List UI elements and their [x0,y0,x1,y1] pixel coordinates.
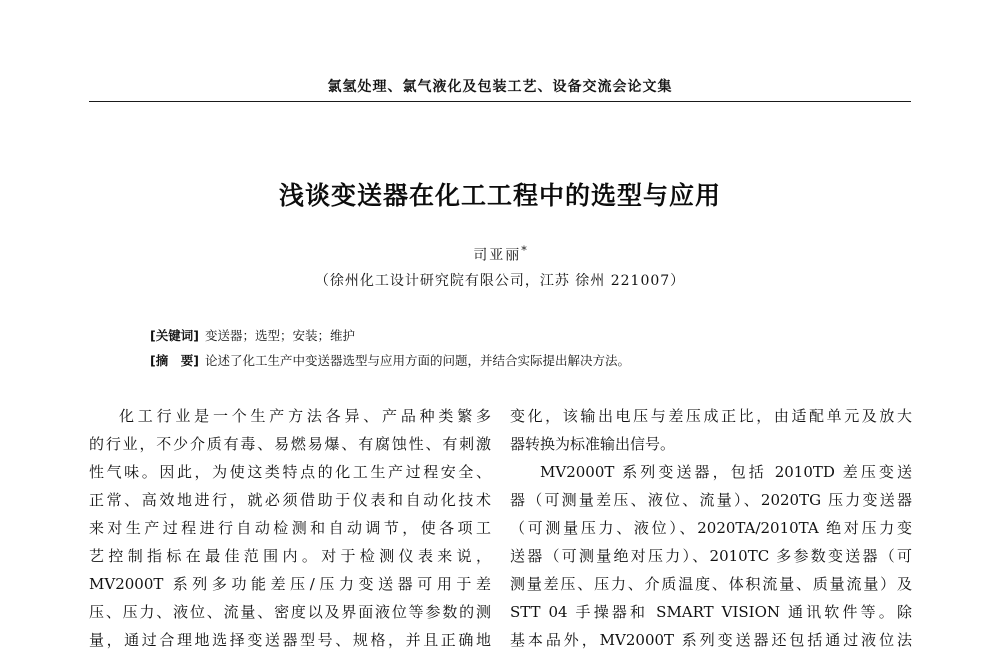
body-line: 压、压力、液位、流量、密度以及界面液位等参数的测 [89,603,491,621]
body-line: 器（可测量差压、液位、流量）、2020TG 压力变送器 [510,491,912,509]
abstract [150,351,910,369]
body-line: 基本品外，MV2000T 系列变送器还包括通过液位法 [510,631,912,649]
body-line: 艺控制指标在最佳范围内。对于检测仪表来说， [89,547,491,565]
keywords-text: 变送器；选型；安装；维护 [204,328,355,343]
keywords [150,326,910,344]
body-line: 测量差压、压力、介质温度、体积流量、质量流量）及 [510,575,912,593]
body-line: 来对生产过程进行自动检测和自动调节，使各项工 [89,519,491,537]
keywords-label: [关键词] [150,328,199,343]
body-line: STT 04 手操器和 SMART VISION 通讯软件等。除 [510,603,912,621]
body-column-left [89,402,491,654]
body-line: 送器（可测量绝对压力）、2010TC 多参数变送器（可 [510,547,912,565]
body-line: 的行业，不少介质有毒、易燃易爆、有腐蚀性、有刺激 [89,435,491,453]
body-column-right [510,402,912,654]
author-footnote-mark: * [521,244,527,257]
body-line: 量，通过合理地选择变送器型号、规格，并且正确地 [89,631,491,649]
abstract-label: [摘 要] [150,353,199,368]
abstract-text: 论述了化工生产中变送器选型与应用方面的问题，并结合实际提出解决方法。 [204,353,630,368]
body-line: （可测量压力、液位）、2020TA/2010TA 绝对压力变 [510,519,912,537]
running-header: 氯氢处理、氯气液化及包装工艺、设备交流会论文集 [327,79,673,95]
paper-title: 浅谈变送器在化工工程中的选型与应用 [278,181,721,210]
affiliation: （徐州化工设计研究院有限公司，江苏 徐州 221007） [314,273,686,289]
header-rule [89,101,911,102]
body-line: 器转换为标准输出信号。 [510,435,676,453]
body-line: MV2000T 系列变送器，包括 2010TD 差压变送 [540,463,912,481]
body-line: 变化，该输出电压与差压成正比，由适配单元及放大 [510,407,912,425]
body-line: MV2000T 系列多功能差压/压力变送器可用于差 [89,575,491,593]
body-line: 化工行业是一个生产方法各异、产品种类繁多 [119,407,491,425]
author [0,244,1000,265]
body-line: 性气味。因此，为使这类特点的化工生产过程安全、 [89,463,491,481]
author-name: 司亚丽 [473,247,522,264]
body-line: 正常、高效地进行，就必须借助于仪表和自动化技术 [89,491,491,509]
